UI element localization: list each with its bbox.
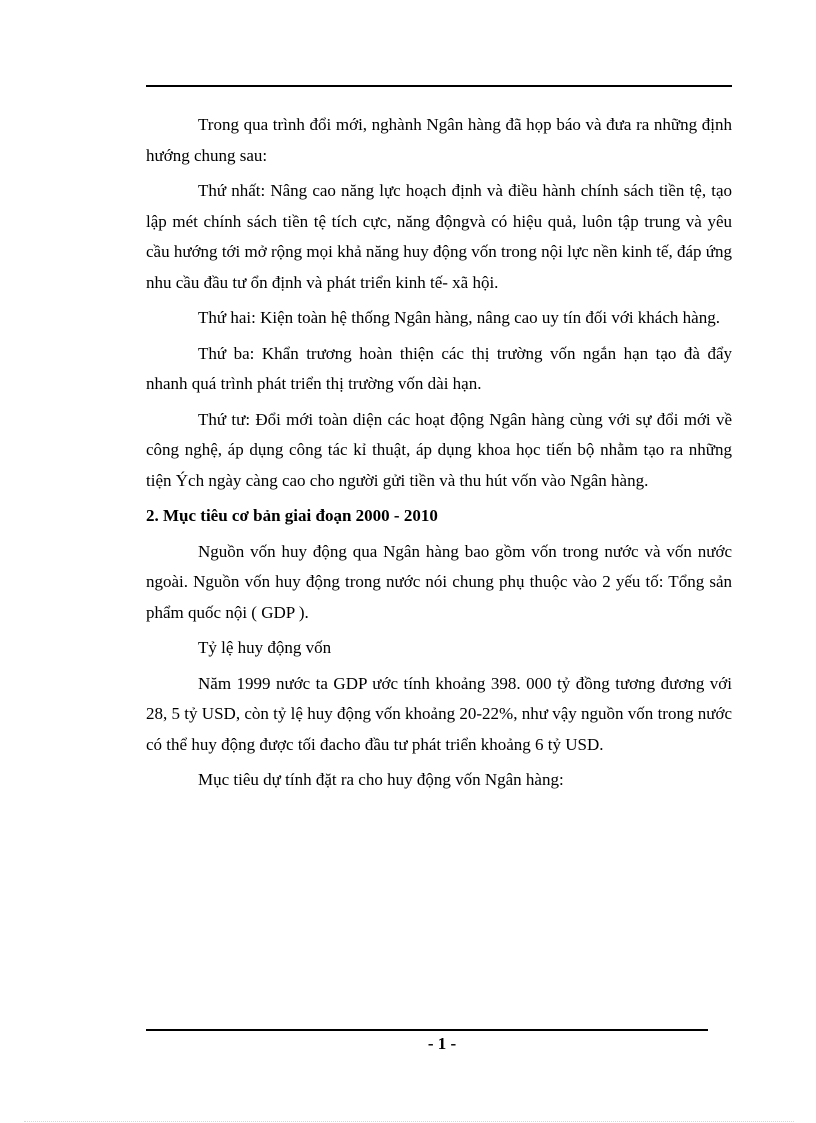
paragraph-second: Thứ hai: Kiện toàn hệ thống Ngân hàng, nâng cao uy tín đối với khách hàng. bbox=[198, 308, 720, 327]
paragraph-gdp-1999: Năm 1999 nước ta GDP ước tính khoảng 398. 000 tỷ đồng tương đương với 28, 5 tỷ USD, còn tỷ lệ huy động vốn khoảng 20-22%, như vậy nguồn vốn trong nước có thể huy động được tối đacho đầu tư phát triển khoảng 6 tỷ USD. bbox=[146, 673, 732, 754]
paragraph-capital-sources: Nguồn vốn huy động qua Ngân hàng bao gồm vốn trong nước và vốn nước ngoài. Nguồn vốn huy động trong nước nói chung phụ thuộc vào 2 yếu tố: Tổng sản phẩm quốc nội ( GDP ). bbox=[146, 541, 732, 622]
paragraph-third: Thứ ba: Khẩn trương hoàn thiện các thị trường vốn ngắn hạn tạo đà đẩy nhanh quá trình phát triển thị trường vốn dài hạn. bbox=[146, 343, 732, 393]
section-heading: 2. Mục tiêu cơ bản giai đoạn 2000 - 2010 bbox=[146, 506, 438, 525]
page-edge-divider bbox=[24, 1121, 794, 1122]
document-body bbox=[146, 110, 732, 801]
paragraph-fourth: Thứ tư: Đổi mới toàn diện các hoạt động Ngân hàng cùng với sự đổi mới về công nghệ, áp dụng công tác kỉ thuật, áp dụng khoa học tiến bộ nhằm tạo ra những tiện Ých ngày càng cao cho người gửi tiền và thu hút vốn vào Ngân hàng. bbox=[146, 409, 732, 490]
header-rule bbox=[146, 85, 732, 87]
paragraph-intro: Trong qua trình đổi mới, nghành Ngân hàng đã họp báo và đưa ra những định hướng chung sau: bbox=[146, 115, 732, 165]
paragraph-mobilization-rate: Tỷ lệ huy động vốn bbox=[198, 638, 332, 657]
footer-rule bbox=[146, 1029, 708, 1031]
paragraph-target: Mục tiêu dự tính đặt ra cho huy động vốn Ngân hàng: bbox=[198, 770, 564, 789]
page-number: - 1 - bbox=[427, 1034, 457, 1053]
paragraph-first: Thứ nhất: Nâng cao năng lực hoạch định và điều hành chính sách tiền tệ, tạo lập mét chính sách tiền tệ tích cực, năng độngvà có hiệu quả, luôn tập trung và yêu cầu hướng tới mở rộng mọi khả năng huy động vốn trong nội lực nền kinh tế, đáp ứng nhu cầu đầu tư ổn định và phát triển kinh tế- xã hội. bbox=[146, 181, 732, 292]
